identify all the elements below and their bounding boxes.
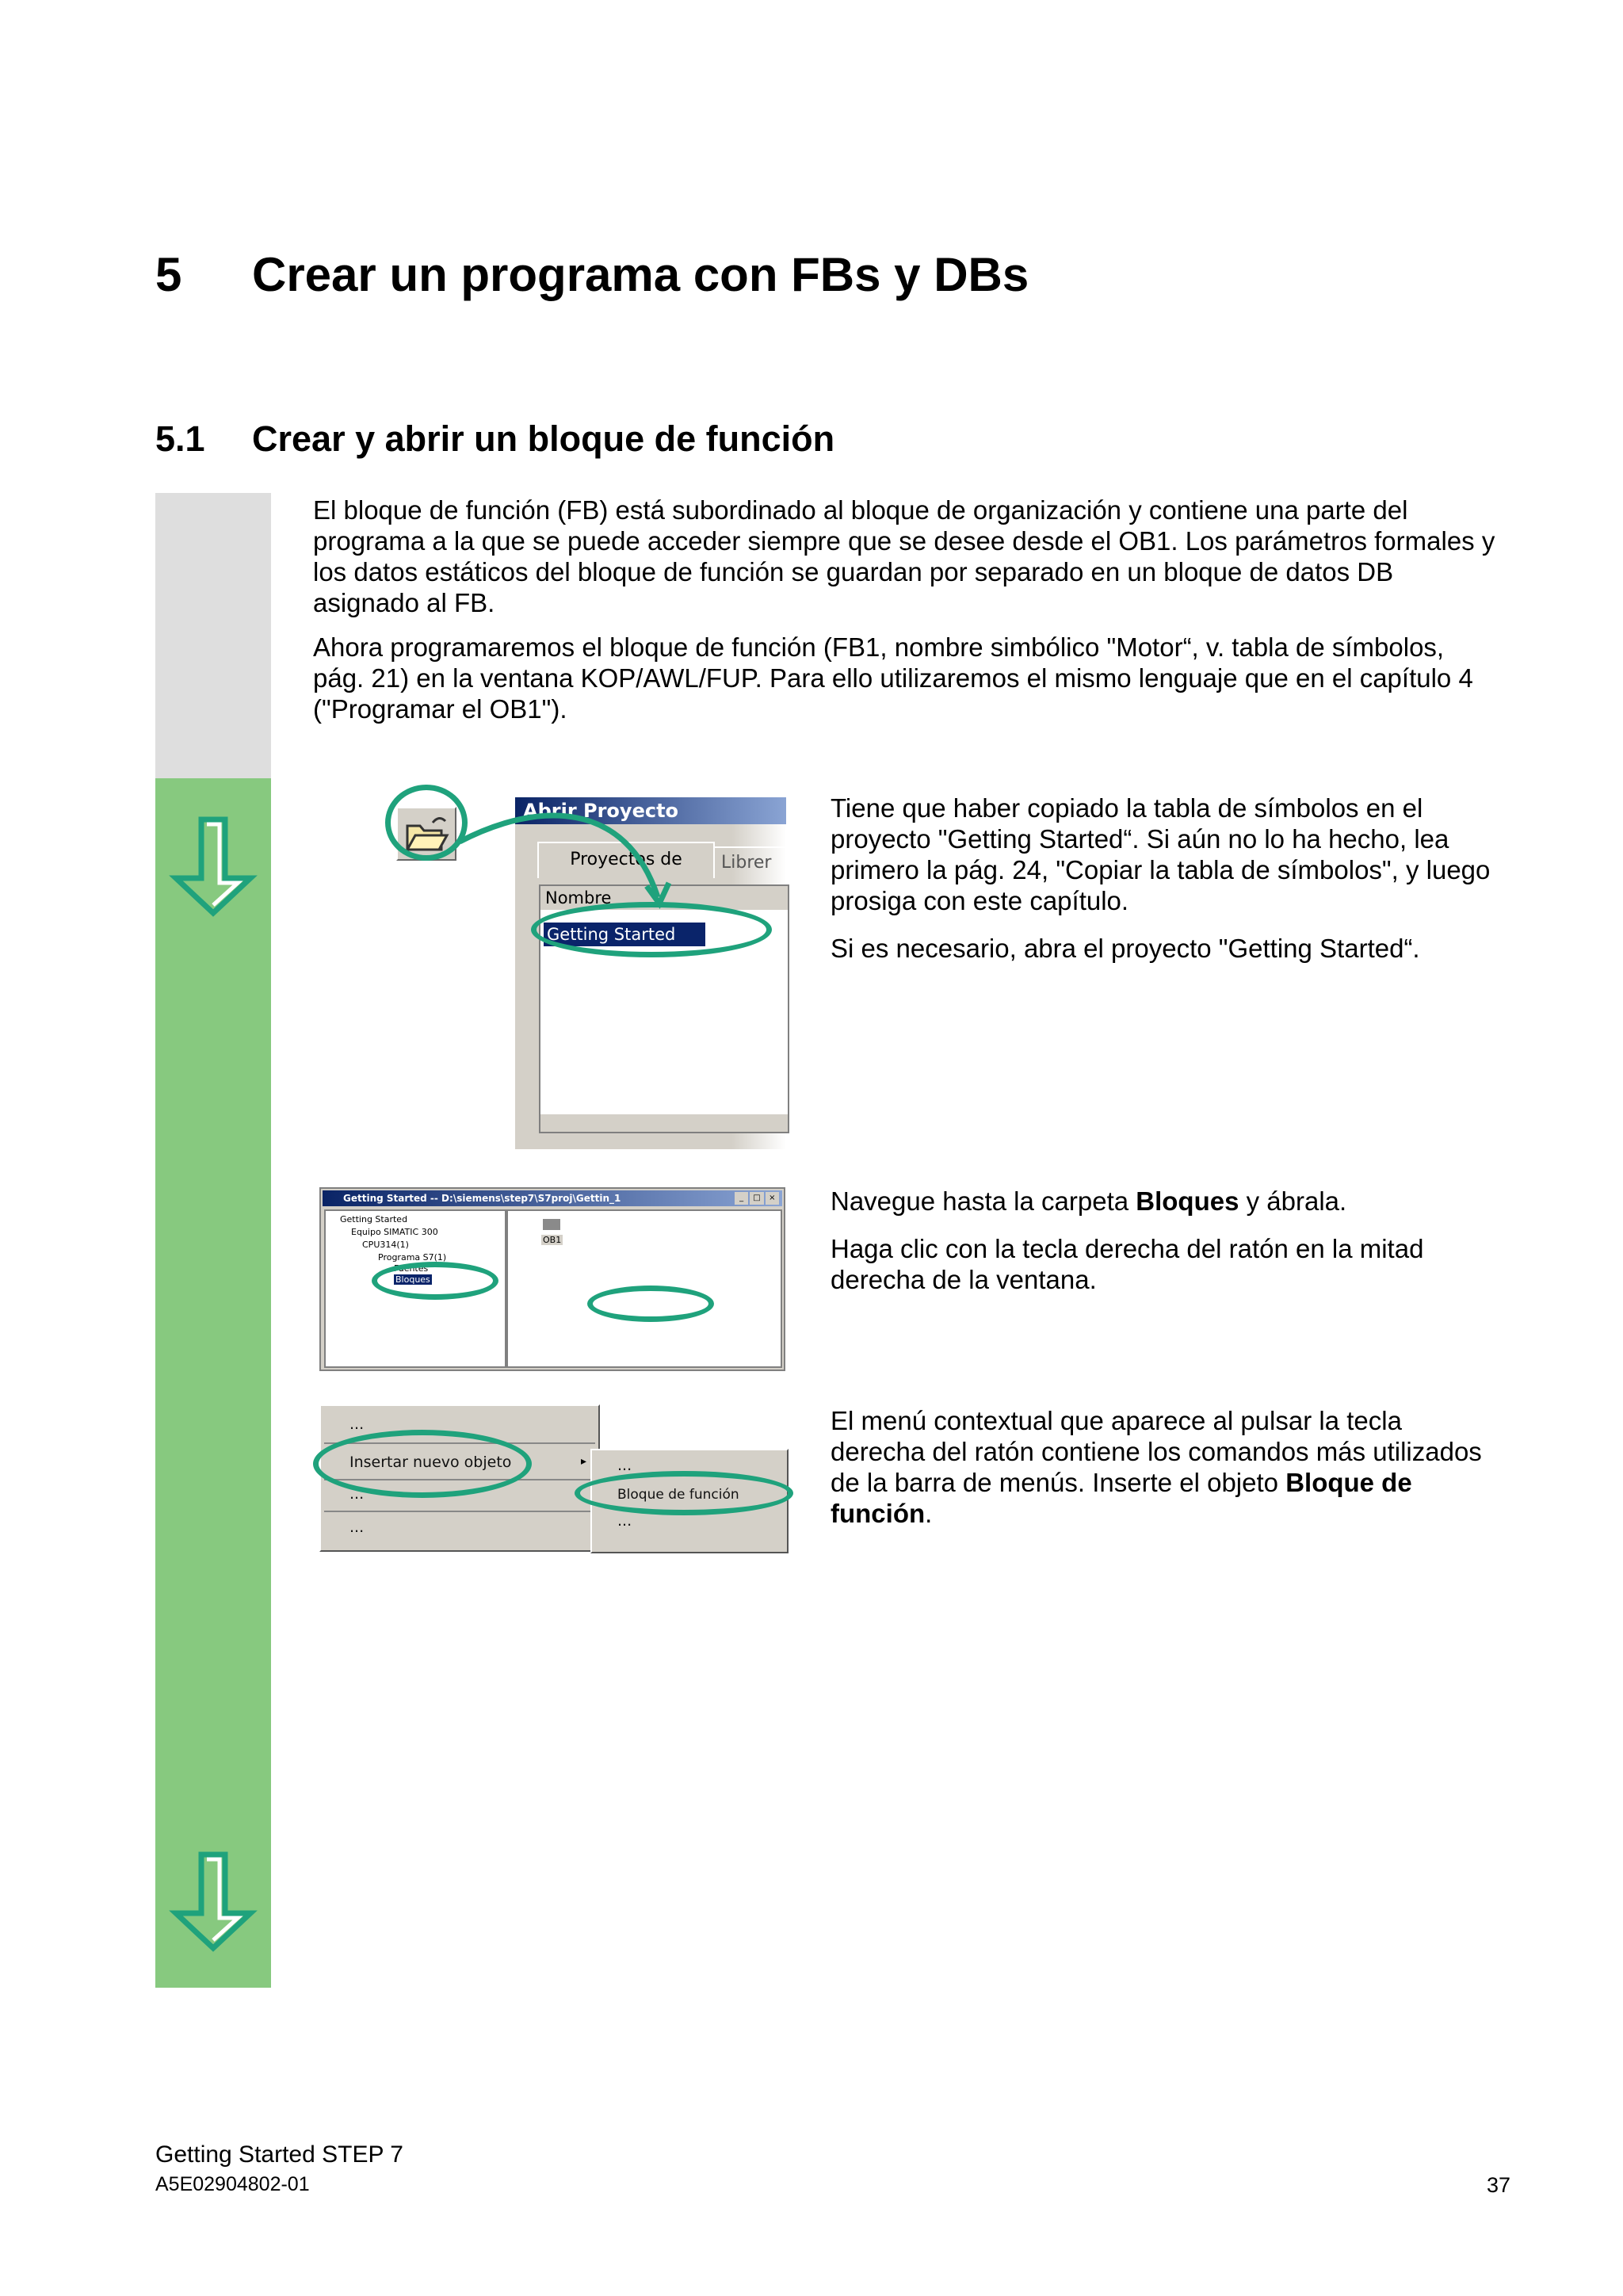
submenu-item-function-block[interactable]: Bloque de función xyxy=(617,1487,739,1503)
tree-item-blocks[interactable]: Bloques xyxy=(395,1274,430,1285)
curved-pointer-arrow-icon xyxy=(444,793,697,911)
step1-paragraph-1: Tiene que haber copiado la tabla de símbolos en el proyecto "Getting Started“. Si aún no lo ha hecho, lea primero la pág. 24, "Copiar la tabla de símbolos", y luego prosiga con este capítulo. xyxy=(831,793,1491,915)
intro-paragraph-1: El bloque de función (FB) está subordinado al bloque de organización y contiene una parte del programa a la que se puede acceder siempre que se desee desde el OB1. Los parámetros formales y los datos estáticos del bloque de función se guardan por separado en un bloque de datos DB asignado al FB. xyxy=(313,495,1495,617)
chapter-number: 5 xyxy=(155,248,182,301)
column-header-name[interactable]: Nombre xyxy=(540,886,788,910)
submenu-arrow-icon: ▸ xyxy=(581,1455,587,1468)
step2-paragraph-2: Haga clic con la tecla derecha del ratón en la mitad derecha de la ventana. xyxy=(831,1234,1424,1294)
close-icon[interactable]: × xyxy=(766,1192,779,1205)
simatic-manager-screenshot xyxy=(319,1187,785,1371)
down-arrow-icon xyxy=(168,816,258,919)
submenu-item-ellipsis[interactable]: ... xyxy=(617,1457,632,1474)
horizontal-scrollbar[interactable] xyxy=(540,1114,788,1132)
highlight-ring xyxy=(313,1430,532,1498)
step3-paragraph: El menú contextual que aparece al pulsar la tecla derecha del ratón contiene los comandos más utilizados de la barra de menús. Inserte el objeto Bloque de función. xyxy=(831,1406,1482,1528)
intro-text xyxy=(313,495,1502,724)
tab-user-projects[interactable]: Proyectos de xyxy=(537,842,715,878)
project-row-getting-started[interactable]: Getting Started xyxy=(544,923,705,946)
footer-title: Getting Started STEP 7 xyxy=(155,2141,403,2168)
menu-item-insert-new-object[interactable]: Insertar nuevo objeto xyxy=(349,1454,512,1471)
down-arrow-icon xyxy=(168,1851,258,1954)
section-number: 5.1 xyxy=(155,418,205,459)
tree-item-project[interactable]: Getting Started xyxy=(340,1214,408,1224)
dialog-title: Abrir Proyecto xyxy=(515,797,786,824)
menu-item-ellipsis[interactable]: ... xyxy=(349,1485,365,1503)
step1-paragraph-2: Si es necesario, abra el proyecto "Getting Started“. xyxy=(831,934,1420,963)
chapter-title: Crear un programa con FBs y DBs xyxy=(252,248,1029,301)
menu-item-ellipsis[interactable]: ... xyxy=(349,1519,365,1536)
submenu-item-ellipsis[interactable]: ... xyxy=(617,1512,632,1530)
footer-doc-code: A5E02904802-01 xyxy=(155,2173,310,2195)
intro-paragraph-2: Ahora programaremos el bloque de función (FB1, nombre simbólico "Motor“, v. tabla de símbolos, pág. 21) en la ventana KOP/AWL/FUP. Para ello utilizaremos el mismo lenguaje que en el capítulo 4 ("Programar el OB1"). xyxy=(313,632,1473,724)
maximize-icon[interactable]: □ xyxy=(750,1192,763,1205)
highlight-ring xyxy=(587,1286,714,1322)
menu-separator xyxy=(324,1511,595,1512)
open-project-screenshot xyxy=(365,785,792,1149)
tree-item-sources[interactable]: Fuentes xyxy=(394,1263,429,1274)
window-controls xyxy=(735,1192,779,1205)
tree-item-station[interactable]: Equipo SIMATIC 300 xyxy=(351,1227,438,1237)
manager-title: Getting Started -- D:\siemens\step7\S7proj\Gettin_1 xyxy=(323,1190,782,1206)
section-title: Crear y abrir un bloque de función xyxy=(252,418,835,459)
sidebar-green-block xyxy=(155,778,271,1988)
highlight-ring xyxy=(575,1471,793,1515)
tree-item-program[interactable]: Programa S7(1) xyxy=(378,1252,447,1263)
page-number: 37 xyxy=(1486,2173,1510,2197)
step3-text xyxy=(831,1405,1496,1545)
sidebar-gray-block xyxy=(155,493,271,778)
step2-text xyxy=(831,1186,1496,1312)
step1-text xyxy=(831,793,1496,980)
tab-libraries[interactable]: Librer xyxy=(713,846,796,878)
block-ob1[interactable]: OB1 xyxy=(543,1235,562,1245)
highlight-ring xyxy=(372,1262,498,1300)
minimize-icon[interactable]: _ xyxy=(735,1192,748,1205)
step2-paragraph-1: Navegue hasta la carpeta Bloques y ábrala. xyxy=(831,1186,1347,1216)
context-menu-screenshot xyxy=(319,1404,795,1555)
block-icon xyxy=(543,1219,560,1230)
tree-item-cpu[interactable]: CPU314(1) xyxy=(362,1240,409,1250)
menu-item-ellipsis[interactable]: ... xyxy=(349,1415,365,1433)
